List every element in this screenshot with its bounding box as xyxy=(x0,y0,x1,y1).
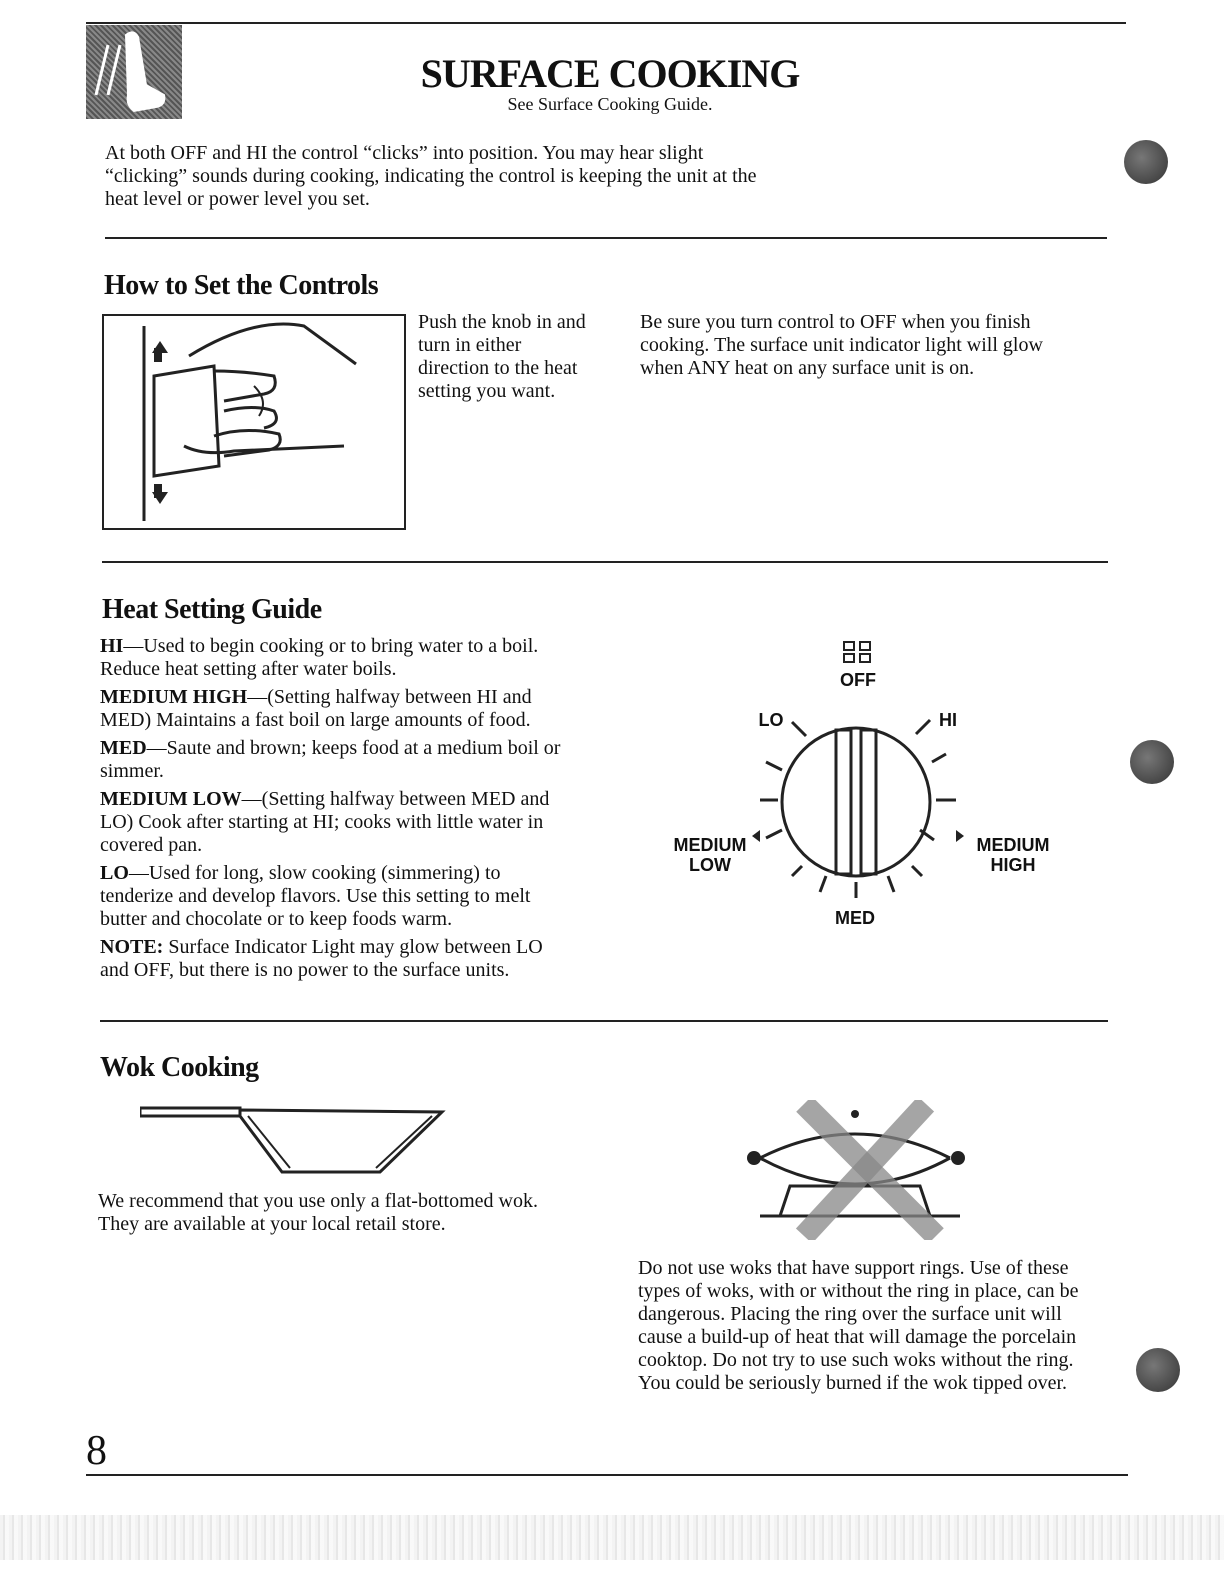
guide-item-medium-low: MEDIUM LOW—(Setting halfway between MED and LO) Cook after starting at HI; cooks with little water in covered pan. xyxy=(100,788,550,856)
controls-heading: How to Set the Controls xyxy=(104,270,379,301)
guide-item-note: NOTE: Surface Indicator Light may glow between LO and OFF, but there is no power to the surface units. xyxy=(100,936,543,981)
knob-illustration xyxy=(102,314,406,530)
guide-item-hi: HI—Used to begin cooking or to bring water to a boil. Reduce heat setting after water boils. xyxy=(100,635,539,680)
top-rule xyxy=(86,22,1126,24)
heat-guide-heading: Heat Setting Guide xyxy=(102,594,322,625)
wok-recommendation: We recommend that you use only a flat-bottomed wok. They are available at your local retail store. xyxy=(98,1190,538,1235)
dial-label-hi: HI xyxy=(939,710,957,730)
guide-item-lo: LO—Used for long, slow cooking (simmering) to tenderize and develop flavors. Use this setting to melt butter and chocolate or to keep foods warm. xyxy=(100,862,531,930)
margin-bullet-icon xyxy=(1136,1348,1180,1392)
controls-note: Be sure you turn control to OFF when you finish cooking. The surface unit indicator light will glow when ANY heat on any surface unit is on. xyxy=(640,311,1043,379)
dial-label-off: OFF xyxy=(840,670,876,690)
section-rule xyxy=(105,237,1107,239)
section-rule xyxy=(100,1020,1108,1022)
section-rule xyxy=(102,561,1108,563)
dial-label-medium-low: MEDIUM LOW xyxy=(673,835,747,875)
guide-item-med: MED—Saute and brown; keeps food at a medium boil or simmer. xyxy=(100,737,561,782)
page-number: 8 xyxy=(86,1428,107,1474)
margin-bullet-icon xyxy=(1124,140,1168,184)
support-ring-wok-crossed-out-illustration xyxy=(740,1100,970,1240)
heat-guide-list xyxy=(100,635,570,987)
page-subtitle: See Surface Cooking Guide. xyxy=(507,94,713,114)
dial-label-lo: LO xyxy=(758,710,784,730)
margin-bullet-icon xyxy=(1130,740,1174,784)
wok-heading: Wok Cooking xyxy=(100,1052,259,1083)
wok-warning: Do not use woks that have support rings. Use of these types of woks, with or without the ring in place, can be dangerous. Placing the ring over the surface unit will cause a build-up of heat that will damage the porcelain cooktop. Do not try to use such woks without the ring. You could be seriously burned if the wok tipped over. xyxy=(638,1257,1079,1394)
intro-paragraph: At both OFF and HI the control “clicks” into position. You may hear slight “clicking” sounds during cooking, indicating the control is keeping the unit at the heat level or power level you set. xyxy=(105,142,757,210)
control-dial-diagram xyxy=(640,630,1080,940)
dial-label-medium-high: MEDIUM HIGH xyxy=(976,835,1050,875)
scan-artifact-strip xyxy=(0,1515,1224,1560)
bottom-rule xyxy=(86,1474,1128,1476)
guide-item-medium-high: MEDIUM HIGH—(Setting halfway between HI and MED) Maintains a fast boil on large amounts of food. xyxy=(100,686,532,731)
page-title: SURFACE COOKING xyxy=(420,51,800,96)
controls-instruction: Push the knob in and turn in either direction to the heat setting you want. xyxy=(418,311,586,402)
dial-label-med: MED xyxy=(835,908,875,928)
flat-bottom-wok-illustration xyxy=(140,1100,450,1180)
hand-press-icon xyxy=(86,25,182,119)
